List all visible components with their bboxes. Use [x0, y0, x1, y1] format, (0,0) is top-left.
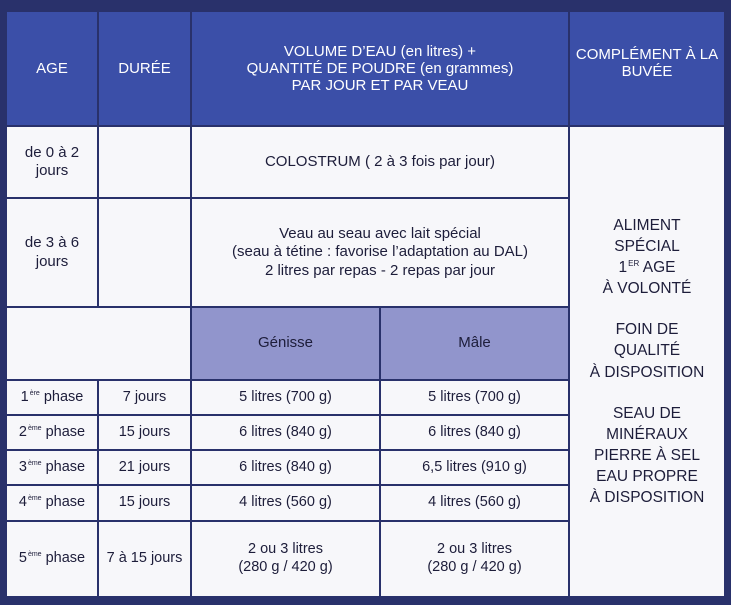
- phase-duree: [99, 486, 190, 520]
- age-line: jours: [35, 162, 69, 179]
- foin-line: FOIN DE: [615, 321, 679, 339]
- header-complement-line: COMPLÉMENT À LA: [575, 46, 719, 63]
- subheader-genisse: [192, 308, 379, 379]
- seau-lait-line: Veau au seau avec lait spécial: [279, 225, 481, 243]
- complement-cell: [570, 127, 724, 596]
- subheader-male-label: Mâle: [458, 334, 491, 352]
- seau-block: [590, 403, 705, 508]
- header-duree-label: DURÉE: [118, 59, 171, 77]
- subheader-blank: [7, 308, 190, 379]
- seau-lait-line: 2 litres par repas - 2 repas par jour: [264, 261, 496, 279]
- header-volume-line: QUANTITÉ DE POUDRE (en grammes): [246, 59, 514, 77]
- age-line: de 0 à 2: [24, 143, 80, 161]
- duree-0-2: [99, 127, 190, 197]
- aliment-line: SPÉCIAL: [614, 238, 680, 256]
- phase-male-text: 6 litres (840 g): [428, 423, 521, 440]
- phase-genisse-line: (280 g / 420 g): [238, 559, 333, 575]
- phase-genisse: [192, 416, 379, 449]
- aliment-line: À VOLONTÉ: [602, 280, 692, 298]
- aliment-age-line: 1ER AGE: [618, 259, 676, 277]
- phase-male: [381, 381, 568, 414]
- phase-genisse-text: 5 litres (700 g): [239, 388, 332, 405]
- header-volume-line: VOLUME D’EAU (en litres) +: [283, 42, 477, 60]
- colostrum-cell: [192, 127, 568, 197]
- foin-line: QUALITÉ: [613, 342, 681, 360]
- phase-genisse-line: 2 ou 3 litres: [248, 541, 323, 558]
- aliment-line: ALIMENT: [613, 217, 681, 235]
- phase-duree-text: 15 jours: [118, 423, 171, 440]
- phase-duree: [99, 522, 190, 596]
- seau-lait-line: (seau à tétine : favorise l’adaptation au DAL): [231, 243, 528, 261]
- phase-duree-text: 15 jours: [118, 494, 171, 511]
- phase-duree: [99, 451, 190, 484]
- foin-block: [590, 319, 705, 382]
- header-volume: [192, 12, 568, 125]
- header-complement: [570, 12, 724, 125]
- phase-duree-text: 21 jours: [118, 458, 171, 475]
- phase-duree-text: 7 jours: [122, 388, 167, 405]
- phase-male: [381, 451, 568, 484]
- phase-duree: [99, 381, 190, 414]
- header-age-label: AGE: [36, 59, 68, 77]
- phase-male: [381, 416, 568, 449]
- foin-line: À DISPOSITION: [589, 363, 705, 381]
- phase-duree: [99, 416, 190, 449]
- header-complement-line: BUVÉE: [621, 63, 673, 81]
- phase-duree-text: 7 à 15 jours: [106, 550, 183, 567]
- header-duree: [99, 12, 190, 125]
- age-line: jours: [35, 252, 69, 270]
- phase-male-text: 4 litres (560 g): [428, 494, 521, 511]
- phase-genisse-text: 4 litres (560 g): [239, 494, 332, 511]
- phase-male: [381, 522, 568, 596]
- phase-genisse: [192, 381, 379, 414]
- header-age: [7, 12, 97, 125]
- phase-genisse: [192, 486, 379, 520]
- phase-name: 5ème phase: [18, 550, 86, 567]
- phase-name: 4ème phase: [18, 494, 86, 511]
- phase-name: 2ème phase: [18, 423, 86, 440]
- seau-line: MINÉRAUX: [606, 425, 688, 443]
- age-3-6: [7, 199, 97, 306]
- subheader-male: [381, 308, 568, 379]
- phase-male-line: (280 g / 420 g): [427, 559, 522, 575]
- phase-genisse: [192, 522, 379, 596]
- seau-line: SEAU DE: [612, 404, 682, 422]
- phase-male-text: 5 litres (700 g): [428, 388, 521, 405]
- phase-genisse: [192, 451, 379, 484]
- phase-male-text: 6,5 litres (910 g): [422, 458, 527, 475]
- phase-name: 1ère phase: [20, 388, 84, 405]
- phase-name: 3ème phase: [18, 458, 86, 475]
- phase-label: [7, 416, 97, 449]
- seau-line: PIERRE À SEL: [594, 446, 700, 464]
- header-volume-line: PAR JOUR ET PAR VEAU: [291, 77, 469, 95]
- aliment-block: [603, 215, 692, 299]
- colostrum-text: COLOSTRUM ( 2 à 3 fois par jour): [264, 152, 496, 170]
- phase-label: [7, 522, 97, 596]
- phase-male: [381, 486, 568, 520]
- phase-genisse-text: 6 litres (840 g): [239, 458, 332, 475]
- phase-genisse-text: 6 litres (840 g): [239, 423, 332, 440]
- seau-line: EAU PROPRE: [596, 467, 698, 485]
- seau-lait-cell: [192, 199, 568, 306]
- age-line: de 3 à 6: [24, 234, 80, 252]
- seau-line: À DISPOSITION: [589, 488, 705, 506]
- phase-label: [7, 451, 97, 484]
- age-0-2: [7, 127, 97, 197]
- subheader-genisse-label: Génisse: [257, 334, 314, 352]
- phase-label: [7, 381, 97, 414]
- duree-3-6: [99, 199, 190, 306]
- phase-label: [7, 486, 97, 520]
- phase-male-line: 2 ou 3 litres: [437, 541, 512, 558]
